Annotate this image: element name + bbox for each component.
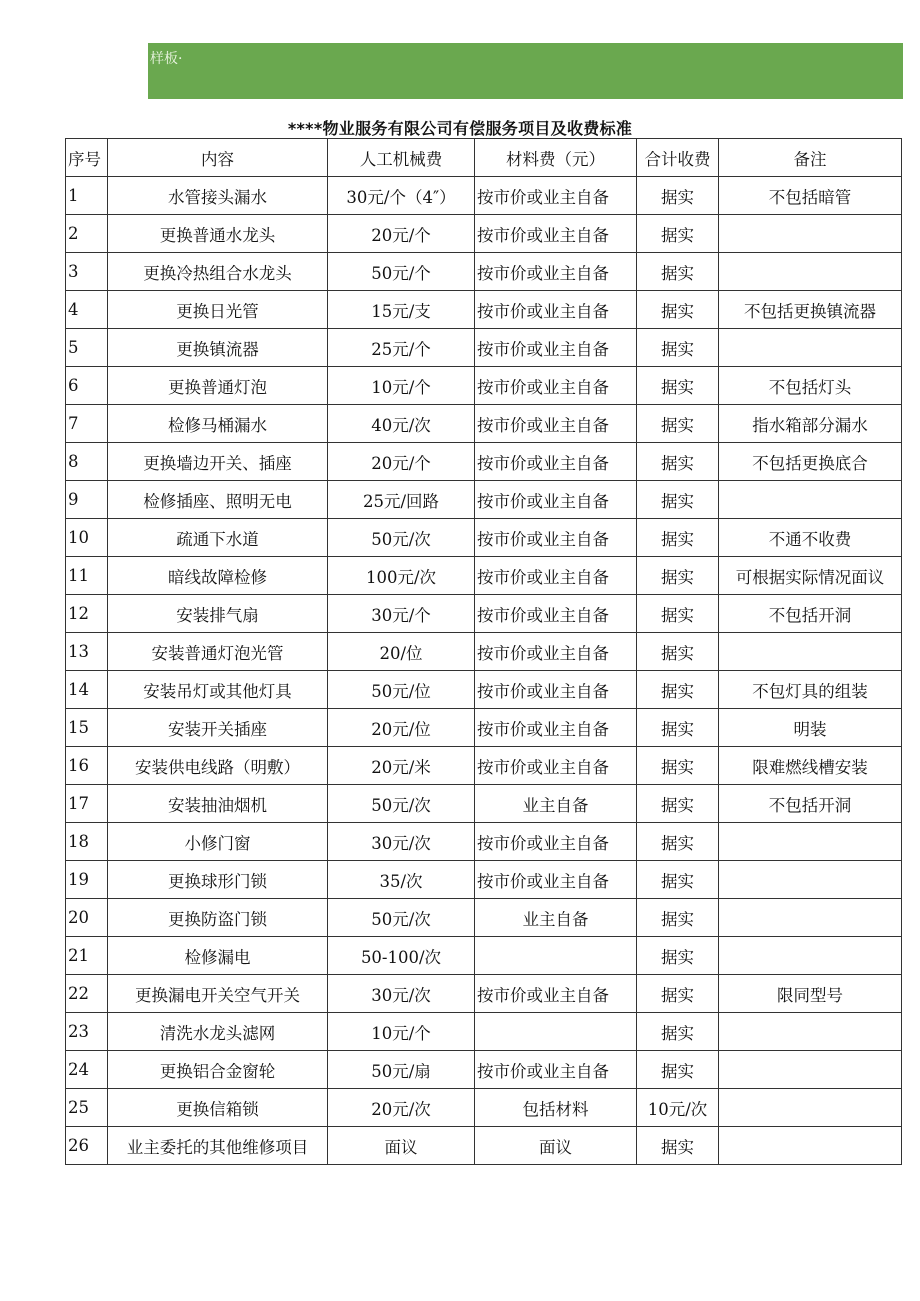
cell-no: 18 — [66, 823, 108, 861]
cell-material: 按市价或业主自备 — [475, 253, 637, 291]
cell-material: 按市价或业主自备 — [475, 975, 637, 1013]
cell-labor: 50元/次 — [328, 785, 475, 823]
cell-labor: 50元/次 — [328, 519, 475, 557]
cell-no: 24 — [66, 1051, 108, 1089]
cell-material: 按市价或业主自备 — [475, 747, 637, 785]
col-header-total: 合计收费 — [637, 139, 719, 177]
cell-no: 11 — [66, 557, 108, 595]
cell-material: 按市价或业主自备 — [475, 557, 637, 595]
cell-note — [719, 329, 902, 367]
cell-no: 26 — [66, 1127, 108, 1165]
cell-note: 不包括灯头 — [719, 367, 902, 405]
header-banner — [148, 43, 903, 99]
cell-labor: 面议 — [328, 1127, 475, 1165]
cell-item: 更换镇流器 — [108, 329, 328, 367]
cell-no: 13 — [66, 633, 108, 671]
cell-item: 安装普通灯泡光管 — [108, 633, 328, 671]
cell-total: 据实 — [637, 443, 719, 481]
cell-item: 更换普通水龙头 — [108, 215, 328, 253]
cell-no: 7 — [66, 405, 108, 443]
cell-material: 按市价或业主自备 — [475, 1051, 637, 1089]
cell-item: 安装供电线路（明敷） — [108, 747, 328, 785]
table-row — [66, 899, 902, 937]
page-title: ****物业服务有限公司有偿服务项目及收费标准 — [287, 119, 633, 138]
cell-material: 按市价或业主自备 — [475, 671, 637, 709]
cell-labor: 30元/个 — [328, 595, 475, 633]
cell-labor: 25元/回路 — [328, 481, 475, 519]
cell-item: 更换漏电开关空气开关 — [108, 975, 328, 1013]
cell-item: 疏通下水道 — [108, 519, 328, 557]
cell-note — [719, 633, 902, 671]
table-row — [66, 253, 902, 291]
cell-no: 19 — [66, 861, 108, 899]
cell-material: 按市价或业主自备 — [475, 519, 637, 557]
table-row — [66, 595, 902, 633]
cell-no: 1 — [66, 177, 108, 215]
cell-item: 更换墙边开关、插座 — [108, 443, 328, 481]
table-row — [66, 1013, 902, 1051]
cell-note: 不包括更换底合 — [719, 443, 902, 481]
cell-labor: 50元/位 — [328, 671, 475, 709]
cell-no: 16 — [66, 747, 108, 785]
cell-note — [719, 937, 902, 975]
cell-note: 限难燃线槽安装 — [719, 747, 902, 785]
cell-material: 包括材料 — [475, 1089, 637, 1127]
table-row — [66, 709, 902, 747]
cell-material: 业主自备 — [475, 785, 637, 823]
cell-note: 明装 — [719, 709, 902, 747]
table-row — [66, 1127, 902, 1165]
cell-no: 21 — [66, 937, 108, 975]
table-row — [66, 823, 902, 861]
cell-labor: 100元/次 — [328, 557, 475, 595]
cell-note — [719, 1127, 902, 1165]
cell-no: 4 — [66, 291, 108, 329]
cell-material: 按市价或业主自备 — [475, 215, 637, 253]
table-row — [66, 1089, 902, 1127]
cell-no: 8 — [66, 443, 108, 481]
cell-note: 指水箱部分漏水 — [719, 405, 902, 443]
table-row — [66, 177, 902, 215]
cell-item: 更换防盗门锁 — [108, 899, 328, 937]
cell-no: 22 — [66, 975, 108, 1013]
cell-no: 12 — [66, 595, 108, 633]
cell-note: 不包括开洞 — [719, 785, 902, 823]
cell-no: 6 — [66, 367, 108, 405]
cell-total: 据实 — [637, 215, 719, 253]
cell-total: 10元/次 — [637, 1089, 719, 1127]
banner-label: 样板· — [150, 51, 183, 67]
cell-total: 据实 — [637, 633, 719, 671]
cell-material: 按市价或业主自备 — [475, 177, 637, 215]
cell-no: 20 — [66, 899, 108, 937]
cell-labor: 50元/次 — [328, 899, 475, 937]
cell-item: 安装抽油烟机 — [108, 785, 328, 823]
cell-material: 按市价或业主自备 — [475, 861, 637, 899]
cell-material — [475, 1013, 637, 1051]
cell-no: 14 — [66, 671, 108, 709]
cell-material: 按市价或业主自备 — [475, 823, 637, 861]
cell-total: 据实 — [637, 1127, 719, 1165]
cell-note: 不包灯具的组装 — [719, 671, 902, 709]
cell-item: 检修插座、照明无电 — [108, 481, 328, 519]
col-header-material: 材料费（元） — [475, 139, 637, 177]
cell-labor: 20元/个 — [328, 443, 475, 481]
cell-note: 限同型号 — [719, 975, 902, 1013]
cell-item: 更换信箱锁 — [108, 1089, 328, 1127]
cell-total: 据实 — [637, 899, 719, 937]
cell-labor: 10元/个 — [328, 1013, 475, 1051]
cell-no: 9 — [66, 481, 108, 519]
col-header-no: 序号 — [66, 139, 108, 177]
cell-material: 按市价或业主自备 — [475, 709, 637, 747]
cell-total: 据实 — [637, 367, 719, 405]
cell-total: 据实 — [637, 595, 719, 633]
cell-item: 暗线故障检修 — [108, 557, 328, 595]
cell-item: 更换普通灯泡 — [108, 367, 328, 405]
cell-no: 3 — [66, 253, 108, 291]
cell-item: 业主委托的其他维修项目 — [108, 1127, 328, 1165]
table-row — [66, 1051, 902, 1089]
table-row — [66, 671, 902, 709]
cell-total: 据实 — [637, 975, 719, 1013]
cell-item: 更换球形门锁 — [108, 861, 328, 899]
cell-no: 23 — [66, 1013, 108, 1051]
cell-material: 按市价或业主自备 — [475, 291, 637, 329]
table-row — [66, 481, 902, 519]
cell-note: 不包括更换镇流器 — [719, 291, 902, 329]
cell-item: 清洗水龙头滤网 — [108, 1013, 328, 1051]
cell-item: 更换日光管 — [108, 291, 328, 329]
table-row — [66, 633, 902, 671]
cell-total: 据实 — [637, 1013, 719, 1051]
cell-item: 安装吊灯或其他灯具 — [108, 671, 328, 709]
cell-total: 据实 — [637, 177, 719, 215]
cell-note — [719, 481, 902, 519]
cell-note — [719, 861, 902, 899]
cell-labor: 10元/个 — [328, 367, 475, 405]
col-header-labor: 人工机械费 — [328, 139, 475, 177]
cell-note — [719, 1089, 902, 1127]
cell-item: 更换冷热组合水龙头 — [108, 253, 328, 291]
cell-material: 按市价或业主自备 — [475, 481, 637, 519]
table-row — [66, 785, 902, 823]
cell-total: 据实 — [637, 405, 719, 443]
table-row — [66, 937, 902, 975]
col-header-item: 内容 — [108, 139, 328, 177]
cell-total: 据实 — [637, 671, 719, 709]
cell-labor: 30元/次 — [328, 975, 475, 1013]
cell-note: 不通不收费 — [719, 519, 902, 557]
cell-note — [719, 899, 902, 937]
col-header-note: 备注 — [719, 139, 902, 177]
table-row — [66, 519, 902, 557]
cell-no: 10 — [66, 519, 108, 557]
cell-total: 据实 — [637, 557, 719, 595]
cell-total: 据实 — [637, 329, 719, 367]
table-row — [66, 291, 902, 329]
cell-note: 可根据实际情况面议 — [719, 557, 902, 595]
cell-note — [719, 823, 902, 861]
cell-note — [719, 253, 902, 291]
cell-total: 据实 — [637, 709, 719, 747]
cell-labor: 20元/位 — [328, 709, 475, 747]
cell-labor: 50-100/次 — [328, 937, 475, 975]
table-row — [66, 975, 902, 1013]
cell-labor: 20/位 — [328, 633, 475, 671]
cell-labor: 20元/个 — [328, 215, 475, 253]
cell-no: 5 — [66, 329, 108, 367]
table-row — [66, 443, 902, 481]
cell-material: 按市价或业主自备 — [475, 443, 637, 481]
table-row — [66, 367, 902, 405]
cell-labor: 30元/个（4″） — [328, 177, 475, 215]
cell-labor: 35/次 — [328, 861, 475, 899]
cell-total: 据实 — [637, 1051, 719, 1089]
cell-item: 更换铝合金窗轮 — [108, 1051, 328, 1089]
cell-total: 据实 — [637, 823, 719, 861]
cell-item: 小修门窗 — [108, 823, 328, 861]
cell-material: 按市价或业主自备 — [475, 329, 637, 367]
table-row — [66, 557, 902, 595]
cell-material: 按市价或业主自备 — [475, 633, 637, 671]
cell-total: 据实 — [637, 253, 719, 291]
cell-labor: 30元/次 — [328, 823, 475, 861]
cell-material: 面议 — [475, 1127, 637, 1165]
cell-item: 水管接头漏水 — [108, 177, 328, 215]
cell-labor: 50元/扇 — [328, 1051, 475, 1089]
cell-no: 17 — [66, 785, 108, 823]
cell-total: 据实 — [637, 747, 719, 785]
cell-item: 检修马桶漏水 — [108, 405, 328, 443]
table-row — [66, 861, 902, 899]
table-header-row — [66, 139, 902, 177]
cell-total: 据实 — [637, 481, 719, 519]
table-body — [66, 177, 902, 1165]
cell-note: 不包括暗管 — [719, 177, 902, 215]
cell-total: 据实 — [637, 519, 719, 557]
cell-note — [719, 1051, 902, 1089]
cell-no: 25 — [66, 1089, 108, 1127]
table-row — [66, 329, 902, 367]
cell-note — [719, 215, 902, 253]
cell-note: 不包括开洞 — [719, 595, 902, 633]
cell-labor: 15元/支 — [328, 291, 475, 329]
cell-material: 业主自备 — [475, 899, 637, 937]
cell-labor: 50元/个 — [328, 253, 475, 291]
cell-total: 据实 — [637, 291, 719, 329]
cell-material: 按市价或业主自备 — [475, 405, 637, 443]
cell-item: 安装开关插座 — [108, 709, 328, 747]
cell-no: 15 — [66, 709, 108, 747]
table-row — [66, 215, 902, 253]
cell-labor: 20元/米 — [328, 747, 475, 785]
table-row — [66, 747, 902, 785]
cell-item: 检修漏电 — [108, 937, 328, 975]
cell-labor: 25元/个 — [328, 329, 475, 367]
cell-no: 2 — [66, 215, 108, 253]
cell-material: 按市价或业主自备 — [475, 367, 637, 405]
cell-labor: 40元/次 — [328, 405, 475, 443]
fee-table — [65, 138, 902, 1165]
cell-material — [475, 937, 637, 975]
cell-item: 安装排气扇 — [108, 595, 328, 633]
cell-labor: 20元/次 — [328, 1089, 475, 1127]
cell-total: 据实 — [637, 785, 719, 823]
cell-total: 据实 — [637, 861, 719, 899]
cell-total: 据实 — [637, 937, 719, 975]
cell-note — [719, 1013, 902, 1051]
table-row — [66, 405, 902, 443]
cell-material: 按市价或业主自备 — [475, 595, 637, 633]
